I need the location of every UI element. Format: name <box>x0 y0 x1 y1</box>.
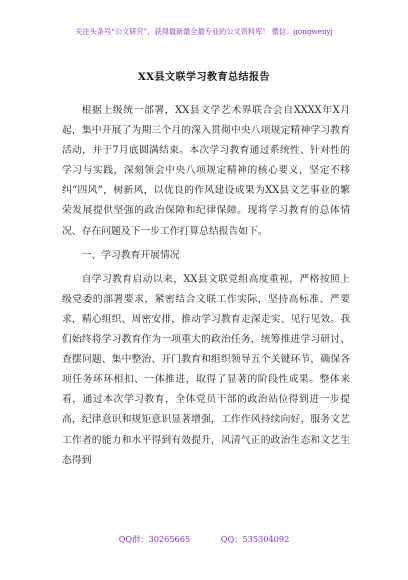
document-title: XX县文联学习教育总结报告 <box>137 72 271 83</box>
intro-paragraph: 根据上级统一部署，XX县文学艺术界联合会自XXXX年X月起，集中开展了为期三个月的深入贯彻中央八项规定精神学习教育活动，并于7月底圆满结束。本次学习教育通过系统性、针对性的学习与实践，深刻领会中央八项规定精神的核心要义，坚定不移纠“四风”，树新风，以优良的作风建设成果为XX县文艺事业的繁荣发展提供坚强的政治保障和纪律保障。现将学习教育的总体情况、存在问题及下一步工作打算总结报告如下。 <box>62 105 350 237</box>
footer-qq: QQ：535304092 <box>220 534 290 544</box>
footer-qq-group: QQ群：30265665 <box>118 534 191 544</box>
header-promo-note: 关注头条号“公文研究”，获得最新最全最专业的公文资料库！ 微信：gongwenyj <box>75 27 333 36</box>
footer-contact <box>0 534 408 545</box>
document-body <box>62 101 350 471</box>
section-heading: 一、学习教育开展情况 <box>81 249 180 261</box>
body-paragraph: 自学习教育启动以来，XX县文联党组高度重视，严格按照上级党委的部署要求，紧密结合文联工作实际，坚持高标准、严要求，精心组织、周密安排，推动学习教育走深走实、见行见效。我们始终将学习教育作为一项重大的政治任务，统筹推进学习研讨、查摆问题、集中整治、开门教育和组织领导五个关键环节，确保各项任务环环相扣、一体推进，取得了显著的阶段性成果。整体来看，通过本次学习教育，全体党员干部的政治站位得到进一步提高，纪律意识和规矩意识显著增强，工作作风持续向好，服务文艺工作者的能力和水平得到有效提升，风清气正的政治生态和文艺生态得到 <box>62 273 350 466</box>
